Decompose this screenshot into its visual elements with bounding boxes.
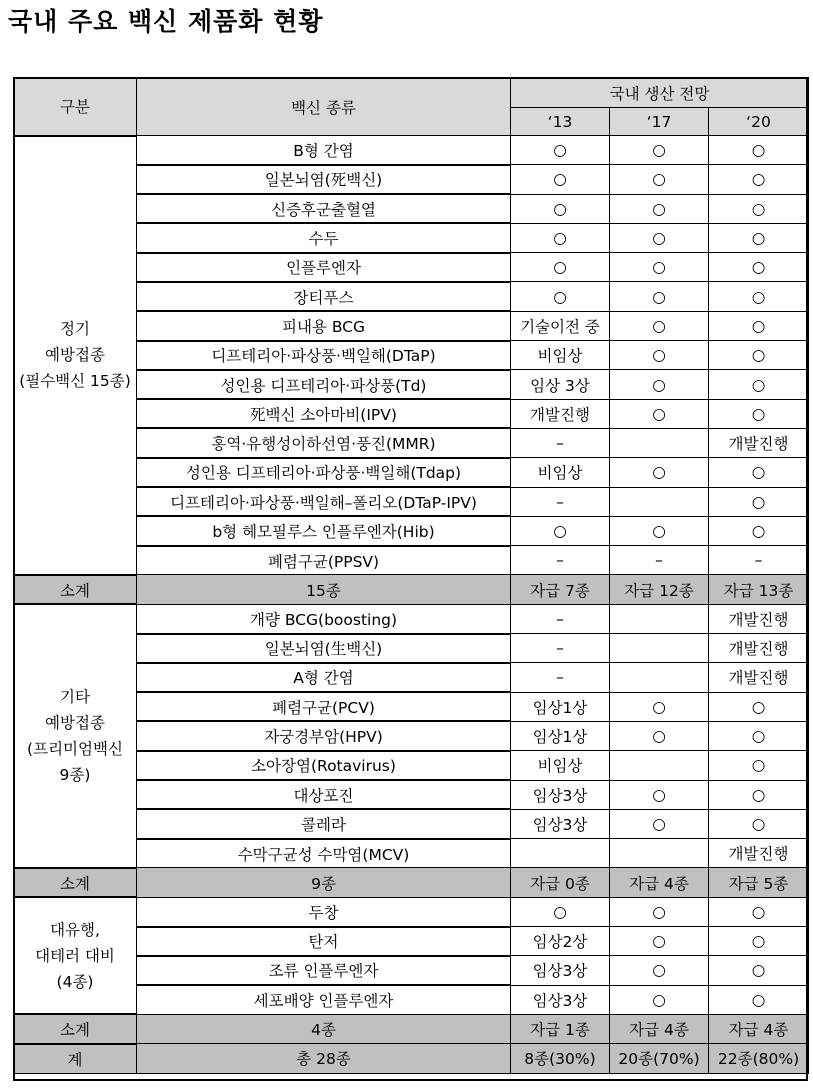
subtotal-label: 소계 — [14, 1014, 137, 1043]
vaccine-name: 성인용 디프테리아·파상풍(Td) — [137, 370, 511, 399]
subtotal-label: 소계 — [14, 868, 137, 897]
status-2013: 임상1상 — [511, 692, 610, 721]
vaccine-name: 대상포진 — [137, 780, 511, 809]
status-2013: ○ — [511, 516, 610, 545]
status-2020: ○ — [709, 165, 809, 194]
vaccine-name: 일본뇌염(死백신) — [137, 165, 511, 194]
status-2013: – — [511, 634, 610, 663]
status-2020: ○ — [709, 927, 809, 956]
header-category: 구분 — [14, 78, 137, 136]
status-2017: ○ — [610, 370, 709, 399]
status-2017 — [610, 751, 709, 780]
status-2017 — [610, 663, 709, 692]
page-title: 국내 주요 백신 제품화 현황 — [8, 7, 324, 36]
status-2020: ○ — [709, 780, 809, 809]
status-2013: 임상1상 — [511, 721, 610, 750]
status-2020: ○ — [709, 311, 809, 340]
table-row — [14, 136, 809, 165]
vaccine-name: 폐렴구균(PCV) — [137, 692, 511, 721]
total-2020: 22종(80%) — [709, 1044, 809, 1073]
vaccine-name: 소아장염(Rotavirus) — [137, 751, 511, 780]
status-2020: ○ — [709, 370, 809, 399]
status-2020: ○ — [709, 282, 809, 311]
subtotal-row — [14, 1014, 809, 1043]
status-2017: ○ — [610, 927, 709, 956]
vaccine-name: 조류 인플루엔자 — [137, 956, 511, 985]
status-2017: ○ — [610, 692, 709, 721]
subtotal-count: 15종 — [137, 575, 511, 604]
status-2013: – — [511, 604, 610, 633]
status-2020: ○ — [709, 341, 809, 370]
status-2017: ○ — [610, 780, 709, 809]
status-2013: 비임상 — [511, 751, 610, 780]
status-2020: ○ — [709, 399, 809, 428]
status-2017: ○ — [610, 809, 709, 838]
status-2020: – — [709, 546, 809, 575]
vaccine-name: 디프테리아·파상풍·백일해(DTaP) — [137, 341, 511, 370]
status-2020: ○ — [709, 809, 809, 838]
vaccine-name: 수막구균성 수막염(MCV) — [137, 839, 511, 868]
status-2020: ○ — [709, 721, 809, 750]
header-year-17: ‘17 — [610, 108, 709, 136]
status-2013: – — [511, 487, 610, 516]
vaccine-name: 死백신 소아마비(IPV) — [137, 399, 511, 428]
status-2017: ○ — [610, 194, 709, 223]
table-body — [14, 136, 809, 1074]
status-2020: ○ — [709, 194, 809, 223]
vaccine-name: 홍역·유행성이하선염·풍진(MMR) — [137, 428, 511, 457]
subtotal-2013: 자급 1종 — [511, 1014, 610, 1043]
status-2017: ○ — [610, 341, 709, 370]
vaccine-name: 수두 — [137, 223, 511, 252]
subtotal-row — [14, 868, 809, 897]
total-count: 총 28종 — [137, 1044, 511, 1073]
status-2017: ○ — [610, 311, 709, 340]
total-row — [14, 1044, 809, 1073]
header-year-20: ‘20 — [709, 108, 809, 136]
status-2017: ○ — [610, 165, 709, 194]
status-2020: ○ — [709, 985, 809, 1014]
status-2017: ○ — [610, 897, 709, 926]
status-2017: ○ — [610, 399, 709, 428]
status-2020: ○ — [709, 897, 809, 926]
group-label: 정기 예방접종 (필수백신 15종) — [14, 136, 137, 575]
status-2013: 임상2상 — [511, 927, 610, 956]
status-2017 — [610, 604, 709, 633]
subtotal-2013: 자급 7종 — [511, 575, 610, 604]
status-2013: ○ — [511, 223, 610, 252]
status-2013 — [511, 839, 610, 868]
status-2017: ○ — [610, 956, 709, 985]
status-2020: ○ — [709, 223, 809, 252]
vaccine-name: 세포배양 인플루엔자 — [137, 985, 511, 1014]
status-2020: ○ — [709, 458, 809, 487]
subtotal-2017: 자급 4종 — [610, 868, 709, 897]
status-2013: – — [511, 428, 610, 457]
status-2013: – — [511, 546, 610, 575]
status-2013: 임상3상 — [511, 985, 610, 1014]
status-2013: ○ — [511, 897, 610, 926]
vaccine-name: A형 간염 — [137, 663, 511, 692]
status-2020: ○ — [709, 136, 809, 165]
vaccine-name: 폐렴구균(PPSV) — [137, 546, 511, 575]
group-label: 대유행, 대테러 대비 (4종) — [14, 897, 137, 1014]
status-2017: ○ — [610, 458, 709, 487]
status-2017: ○ — [610, 136, 709, 165]
status-2017 — [610, 634, 709, 663]
subtotal-label: 소계 — [14, 575, 137, 604]
status-2020: ○ — [709, 487, 809, 516]
vaccine-name: b형 헤모필루스 인플루엔자(Hib) — [137, 516, 511, 545]
status-2013: 임상3상 — [511, 809, 610, 838]
subtotal-2017: 자급 12종 — [610, 575, 709, 604]
status-2013: 임상3상 — [511, 780, 610, 809]
table-row — [14, 604, 809, 633]
status-2017 — [610, 487, 709, 516]
vaccine-name: 개량 BCG(boosting) — [137, 604, 511, 633]
status-2020: 개발진행 — [709, 428, 809, 457]
status-2013: 비임상 — [511, 458, 610, 487]
status-2020: 개발진행 — [709, 634, 809, 663]
status-2017: ○ — [610, 253, 709, 282]
status-2017: – — [610, 546, 709, 575]
status-2013: ○ — [511, 253, 610, 282]
subtotal-count: 9종 — [137, 868, 511, 897]
status-2013: 임상 3상 — [511, 370, 610, 399]
total-2013: 8종(30%) — [511, 1044, 610, 1073]
status-2013: – — [511, 663, 610, 692]
header-year-13: ‘13 — [511, 108, 610, 136]
status-2017: ○ — [610, 721, 709, 750]
status-2017: ○ — [610, 985, 709, 1014]
vaccine-name: 장티푸스 — [137, 282, 511, 311]
subtotal-2020: 자급 4종 — [709, 1014, 809, 1043]
status-2017: ○ — [610, 223, 709, 252]
group-label: 기타 예방접종 (프리미엄백신 9종) — [14, 604, 137, 868]
subtotal-2013: 자급 0종 — [511, 868, 610, 897]
table-header — [14, 78, 809, 136]
status-2013: ○ — [511, 282, 610, 311]
status-2017: ○ — [610, 516, 709, 545]
status-2013: ○ — [511, 165, 610, 194]
vaccine-name: 성인용 디프테리아·파상풍·백일해(Tdap) — [137, 458, 511, 487]
vaccine-name: 피내용 BCG — [137, 311, 511, 340]
status-2017: ○ — [610, 282, 709, 311]
subtotal-count: 4종 — [137, 1014, 511, 1043]
subtotal-2017: 자급 4종 — [610, 1014, 709, 1043]
vaccine-name: 일본뇌염(生백신) — [137, 634, 511, 663]
vaccine-name: 콜레라 — [137, 809, 511, 838]
vaccine-name: 탄저 — [137, 927, 511, 956]
subtotal-row — [14, 575, 809, 604]
status-2020: ○ — [709, 751, 809, 780]
status-2013: ○ — [511, 194, 610, 223]
vaccine-name: 두창 — [137, 897, 511, 926]
subtotal-2020: 자급 13종 — [709, 575, 809, 604]
header-production-outlook: 국내 생산 전망 — [511, 78, 809, 108]
status-2017 — [610, 428, 709, 457]
status-2013: 기술이전 중 — [511, 311, 610, 340]
vaccine-name: 인플루엔자 — [137, 253, 511, 282]
status-2020: 개발진행 — [709, 604, 809, 633]
status-2017 — [610, 839, 709, 868]
status-2013: ○ — [511, 136, 610, 165]
status-2020: ○ — [709, 516, 809, 545]
vaccine-name: 신증후군출혈열 — [137, 194, 511, 223]
header-vaccine-type: 백신 종류 — [137, 78, 511, 136]
vaccine-name: 디프테리아·파상풍·백일해–폴리오(DTaP-IPV) — [137, 487, 511, 516]
status-2013: 임상3상 — [511, 956, 610, 985]
total-2017: 20종(70%) — [610, 1044, 709, 1073]
status-2020: ○ — [709, 692, 809, 721]
status-2013: 비임상 — [511, 341, 610, 370]
status-2020: ○ — [709, 253, 809, 282]
vaccine-name: B형 간염 — [137, 136, 511, 165]
vaccine-table — [13, 77, 809, 1074]
status-2020: ○ — [709, 956, 809, 985]
status-2020: 개발진행 — [709, 663, 809, 692]
status-2020: 개발진행 — [709, 839, 809, 868]
vaccine-name: 자궁경부암(HPV) — [137, 721, 511, 750]
total-label: 계 — [14, 1044, 137, 1073]
status-2013: 개발진행 — [511, 399, 610, 428]
table-row — [14, 897, 809, 926]
subtotal-2020: 자급 5종 — [709, 868, 809, 897]
